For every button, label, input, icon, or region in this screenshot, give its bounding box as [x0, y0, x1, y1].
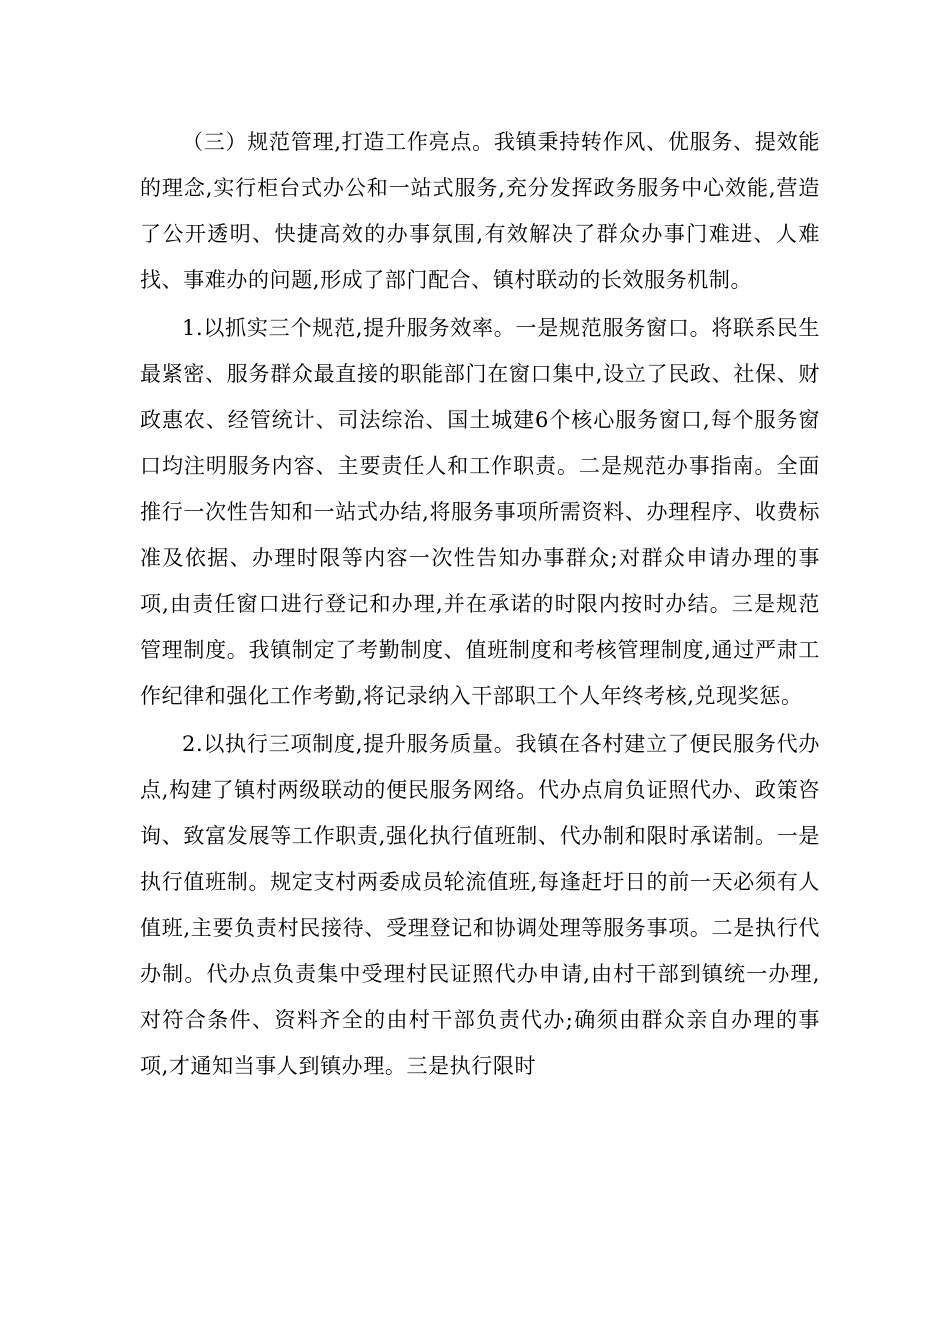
paragraph-item-two: 2.以执行三项制度,提升服务质量。我镇在各村建立了便民服务代办点,构建了镇村两级联动的便民服务网络。代办点肩负证照代办、政策咨询、致富发展等工作职责,强化执行值班制、代办制和限时承诺制。一是执行值班制。规定支村两委成员轮流值班,每逢赶圩日的前一天必须有人值班,主要负责村民接待、受理登记和协调处理等服务事项。二是执行代办制。代办点负责集中受理村民证照代办申请,由村干部到镇统一办理,对符合条件、资料齐全的由村干部负责代办;确须由群众亲自办理的事项,才通知当事人到镇办理。三是执行限时	[140, 732, 820, 1078]
document-body	[140, 119, 820, 1089]
paragraph-item-one: 1.以抓实三个规范,提升服务效率。一是规范服务窗口。将联系民生最紧密、服务群众最直接的职能部门在窗口集中,设立了民政、社保、财政惠农、经管统计、司法综治、国土城建6个核心服务窗口,每个服务窗口均注明服务内容、主要责任人和工作职责。二是规范办事指南。全面推行一次性告知和一站式办结,将服务事项所需资料、办理程序、收费标准及依据、办理时限等内容一次性告知办事群众;对群众申请办理的事项,由责任窗口进行登记和办理,并在承诺的时限内按时办结。三是规范管理制度。我镇制定了考勤制度、值班制度和考核管理制度,通过严肃工作纪律和强化工作考勤,将记录纳入干部职工个人年终考核,兑现奖惩。	[140, 316, 820, 708]
paragraph-section-three: （三）规范管理,打造工作亮点。我镇秉持转作风、优服务、提效能的理念,实行柜台式办公和一站式服务,充分发挥政务服务中心效能,营造了公开透明、快捷高效的办事氛围,有效解决了群众办事门难进、人难找、事难办的问题,形成了部门配合、镇村联动的长效服务机制。	[140, 130, 820, 292]
